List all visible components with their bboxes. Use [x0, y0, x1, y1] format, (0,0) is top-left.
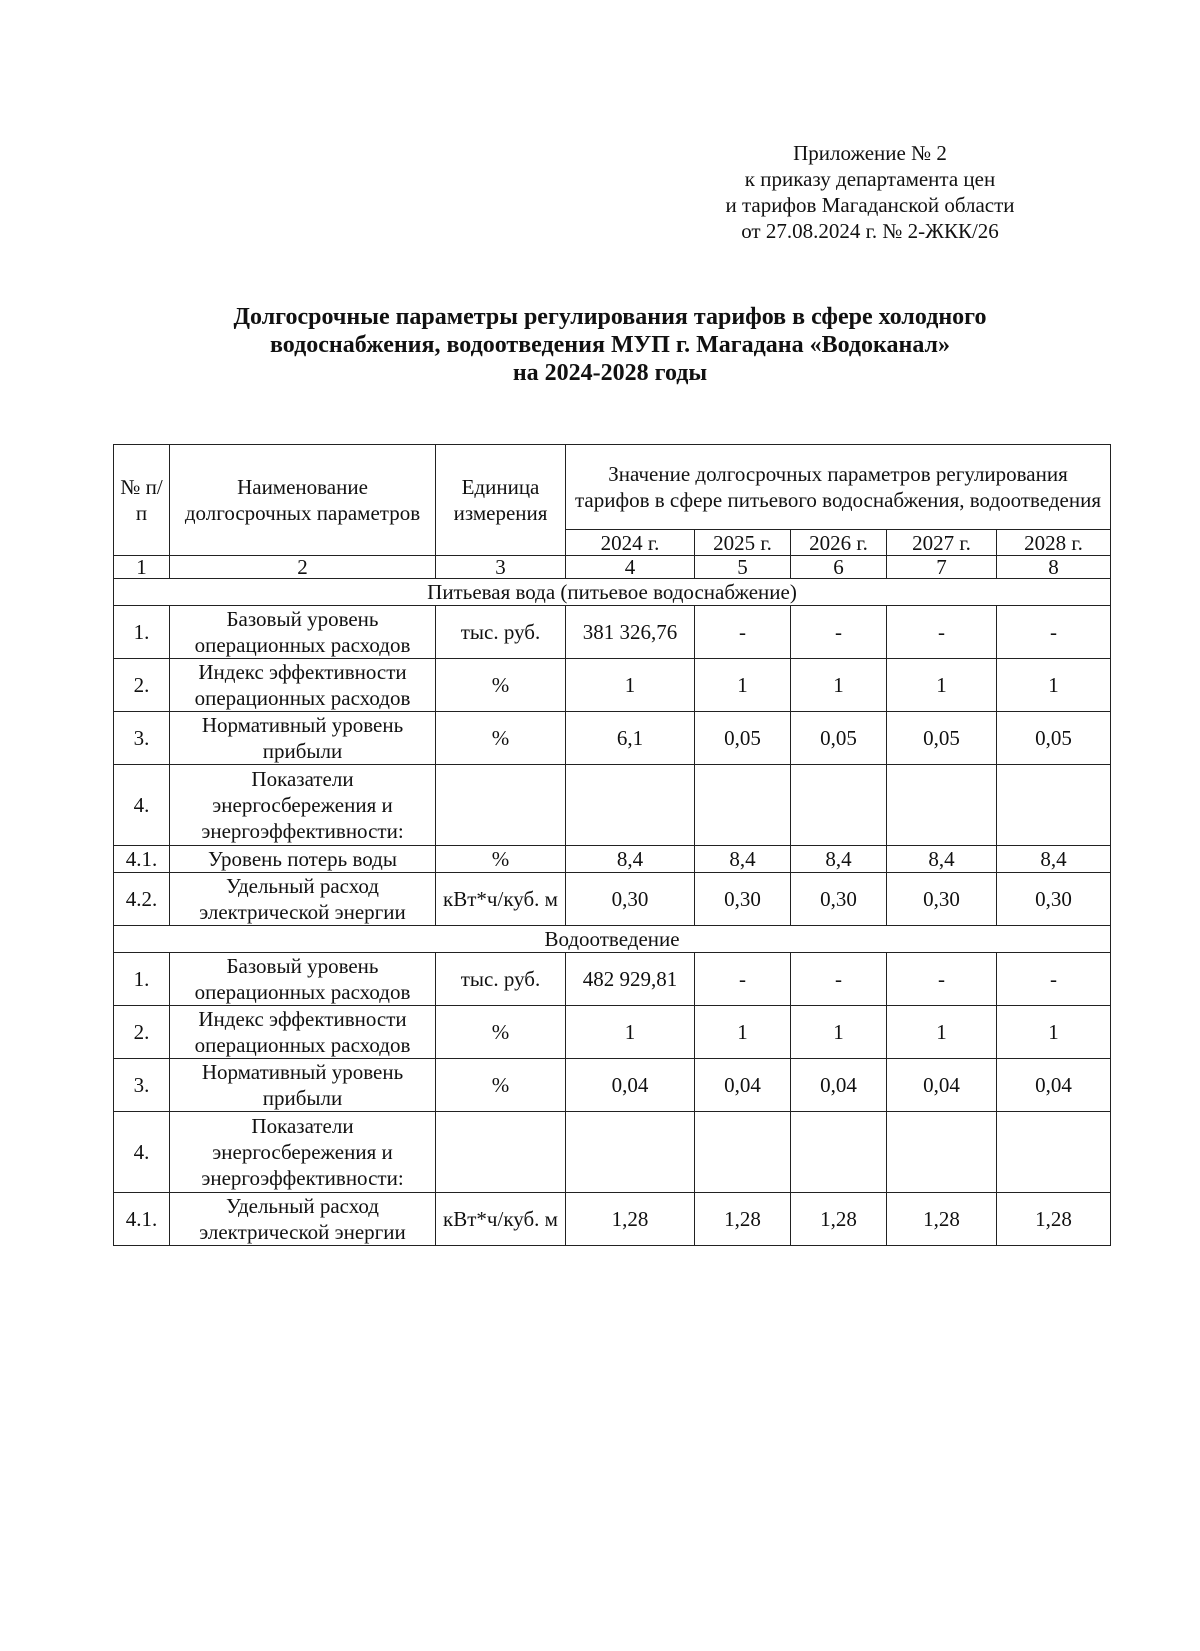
- value-cell: 0,30: [695, 873, 791, 926]
- column-number: 7: [887, 556, 997, 579]
- unit-cell: %: [436, 659, 566, 712]
- value-cell: 1: [695, 1006, 791, 1059]
- appendix-line-1: Приложение № 2: [793, 141, 947, 165]
- appendix-line-2: к приказу департамента цен: [744, 167, 996, 191]
- unit-cell: [436, 1112, 566, 1193]
- value-cell: 1: [566, 1006, 695, 1059]
- parameter-name: Удельный расход электрической энергии: [170, 1193, 436, 1246]
- value-cell: [791, 1112, 887, 1193]
- value-cell: [887, 765, 997, 846]
- value-cell: [997, 765, 1111, 846]
- row-number: 2.: [114, 659, 170, 712]
- unit-cell: кВт*ч/куб. м: [436, 873, 566, 926]
- value-cell: 1: [695, 659, 791, 712]
- row-number: 1.: [114, 606, 170, 659]
- table-header-row: [114, 445, 1111, 530]
- table-row: [114, 953, 1111, 1006]
- header-values: Значение долгосрочных параметров регулирования тарифов в сфере питьевого водоснабжения, водоотведения: [566, 445, 1111, 530]
- row-number: 4.1.: [114, 1193, 170, 1246]
- value-cell: 8,4: [791, 846, 887, 873]
- year-cell: 2027 г.: [887, 530, 997, 556]
- value-cell: -: [695, 606, 791, 659]
- table-row: [114, 712, 1111, 765]
- table-row: [114, 1112, 1111, 1193]
- value-cell: 1,28: [997, 1193, 1111, 1246]
- parameter-name: Нормативный уровень прибыли: [170, 1059, 436, 1112]
- value-cell: 0,05: [887, 712, 997, 765]
- parameter-name: Базовый уровень операционных расходов: [170, 953, 436, 1006]
- year-cell: 2024 г.: [566, 530, 695, 556]
- value-cell: [791, 765, 887, 846]
- row-number: 4.1.: [114, 846, 170, 873]
- value-cell: [566, 765, 695, 846]
- value-cell: -: [887, 606, 997, 659]
- table-row: [114, 1193, 1111, 1246]
- value-cell: -: [997, 606, 1111, 659]
- parameter-name: Показатели энергосбережения и энергоэффективности:: [170, 765, 436, 846]
- value-cell: 1: [887, 1006, 997, 1059]
- unit-cell: %: [436, 1006, 566, 1059]
- year-cell: 2028 г.: [997, 530, 1111, 556]
- parameter-name: Удельный расход электрической энергии: [170, 873, 436, 926]
- value-cell: [997, 1112, 1111, 1193]
- row-number: 3.: [114, 1059, 170, 1112]
- value-cell: 1: [997, 1006, 1111, 1059]
- value-cell: -: [997, 953, 1111, 1006]
- parameter-name: Нормативный уровень прибыли: [170, 712, 436, 765]
- row-number: 2.: [114, 1006, 170, 1059]
- section-header-row: [114, 579, 1111, 606]
- row-number: 4.: [114, 765, 170, 846]
- unit-cell: кВт*ч/куб. м: [436, 1193, 566, 1246]
- value-cell: -: [791, 606, 887, 659]
- appendix-line-3: и тарифов Магаданской области: [725, 193, 1015, 217]
- title-line-2: водоснабжения, водоотведения МУП г. Магадана «Водоканал»: [269, 332, 951, 358]
- value-cell: 1,28: [695, 1193, 791, 1246]
- value-cell: 1,28: [566, 1193, 695, 1246]
- value-cell: 0,04: [566, 1059, 695, 1112]
- parameter-name: Индекс эффективности операционных расходов: [170, 1006, 436, 1059]
- unit-cell: %: [436, 846, 566, 873]
- value-cell: 381 326,76: [566, 606, 695, 659]
- value-cell: 0,30: [566, 873, 695, 926]
- value-cell: 0,04: [791, 1059, 887, 1112]
- table-row: [114, 1006, 1111, 1059]
- unit-cell: %: [436, 1059, 566, 1112]
- value-cell: -: [791, 953, 887, 1006]
- value-cell: 0,05: [791, 712, 887, 765]
- row-number: 4.2.: [114, 873, 170, 926]
- year-cell: 2026 г.: [791, 530, 887, 556]
- value-cell: -: [695, 953, 791, 1006]
- table-row: [114, 659, 1111, 712]
- parameter-name: Уровень потерь воды: [170, 846, 436, 873]
- column-number: 8: [997, 556, 1111, 579]
- title-line-1: Долгосрочные параметры регулирования тарифов в сфере холодного: [233, 304, 987, 330]
- table-row: [114, 846, 1111, 873]
- value-cell: 1: [791, 659, 887, 712]
- column-number: 3: [436, 556, 566, 579]
- appendix-header: [680, 140, 1060, 244]
- column-number: 1: [114, 556, 170, 579]
- header-name: Наименование долгосрочных параметров: [170, 445, 436, 556]
- unit-cell: [436, 765, 566, 846]
- unit-cell: тыс. руб.: [436, 606, 566, 659]
- value-cell: 0,04: [997, 1059, 1111, 1112]
- value-cell: 0,04: [695, 1059, 791, 1112]
- value-cell: 1: [566, 659, 695, 712]
- value-cell: 1: [887, 659, 997, 712]
- value-cell: 8,4: [887, 846, 997, 873]
- value-cell: 8,4: [566, 846, 695, 873]
- value-cell: 0,05: [997, 712, 1111, 765]
- appendix-line-4: от 27.08.2024 г. № 2-ЖКК/26: [741, 219, 999, 243]
- unit-cell: %: [436, 712, 566, 765]
- value-cell: 8,4: [695, 846, 791, 873]
- document-title: [110, 303, 1110, 387]
- value-cell: 1: [997, 659, 1111, 712]
- column-number: 4: [566, 556, 695, 579]
- table-row: [114, 606, 1111, 659]
- value-cell: 0,04: [887, 1059, 997, 1112]
- parameters-table: [113, 444, 1111, 1246]
- value-cell: 0,05: [695, 712, 791, 765]
- value-cell: 0,30: [997, 873, 1111, 926]
- value-cell: 8,4: [997, 846, 1111, 873]
- value-cell: 1: [791, 1006, 887, 1059]
- value-cell: [695, 765, 791, 846]
- value-cell: -: [887, 953, 997, 1006]
- row-number: 3.: [114, 712, 170, 765]
- value-cell: [887, 1112, 997, 1193]
- section-header-row: [114, 926, 1111, 953]
- unit-cell: тыс. руб.: [436, 953, 566, 1006]
- value-cell: 0,30: [791, 873, 887, 926]
- value-cell: 482 929,81: [566, 953, 695, 1006]
- column-number: 6: [791, 556, 887, 579]
- value-cell: [566, 1112, 695, 1193]
- section-title: Водоотведение: [114, 926, 1111, 953]
- column-number: 2: [170, 556, 436, 579]
- value-cell: [695, 1112, 791, 1193]
- value-cell: 1,28: [887, 1193, 997, 1246]
- value-cell: 1,28: [791, 1193, 887, 1246]
- table-row: [114, 765, 1111, 846]
- column-numbers-row: [114, 556, 1111, 579]
- header-num: № п/п: [114, 445, 170, 556]
- title-line-3: на 2024-2028 годы: [512, 360, 708, 386]
- year-cell: 2025 г.: [695, 530, 791, 556]
- column-number: 5: [695, 556, 791, 579]
- row-number: 4.: [114, 1112, 170, 1193]
- parameter-name: Базовый уровень операционных расходов: [170, 606, 436, 659]
- parameter-name: Индекс эффективности операционных расходов: [170, 659, 436, 712]
- header-unit: Единица измерения: [436, 445, 566, 556]
- parameter-name: Показатели энергосбережения и энергоэффективности:: [170, 1112, 436, 1193]
- section-title: Питьевая вода (питьевое водоснабжение): [114, 579, 1111, 606]
- row-number: 1.: [114, 953, 170, 1006]
- value-cell: 6,1: [566, 712, 695, 765]
- table-row: [114, 873, 1111, 926]
- value-cell: 0,30: [887, 873, 997, 926]
- table-row: [114, 1059, 1111, 1112]
